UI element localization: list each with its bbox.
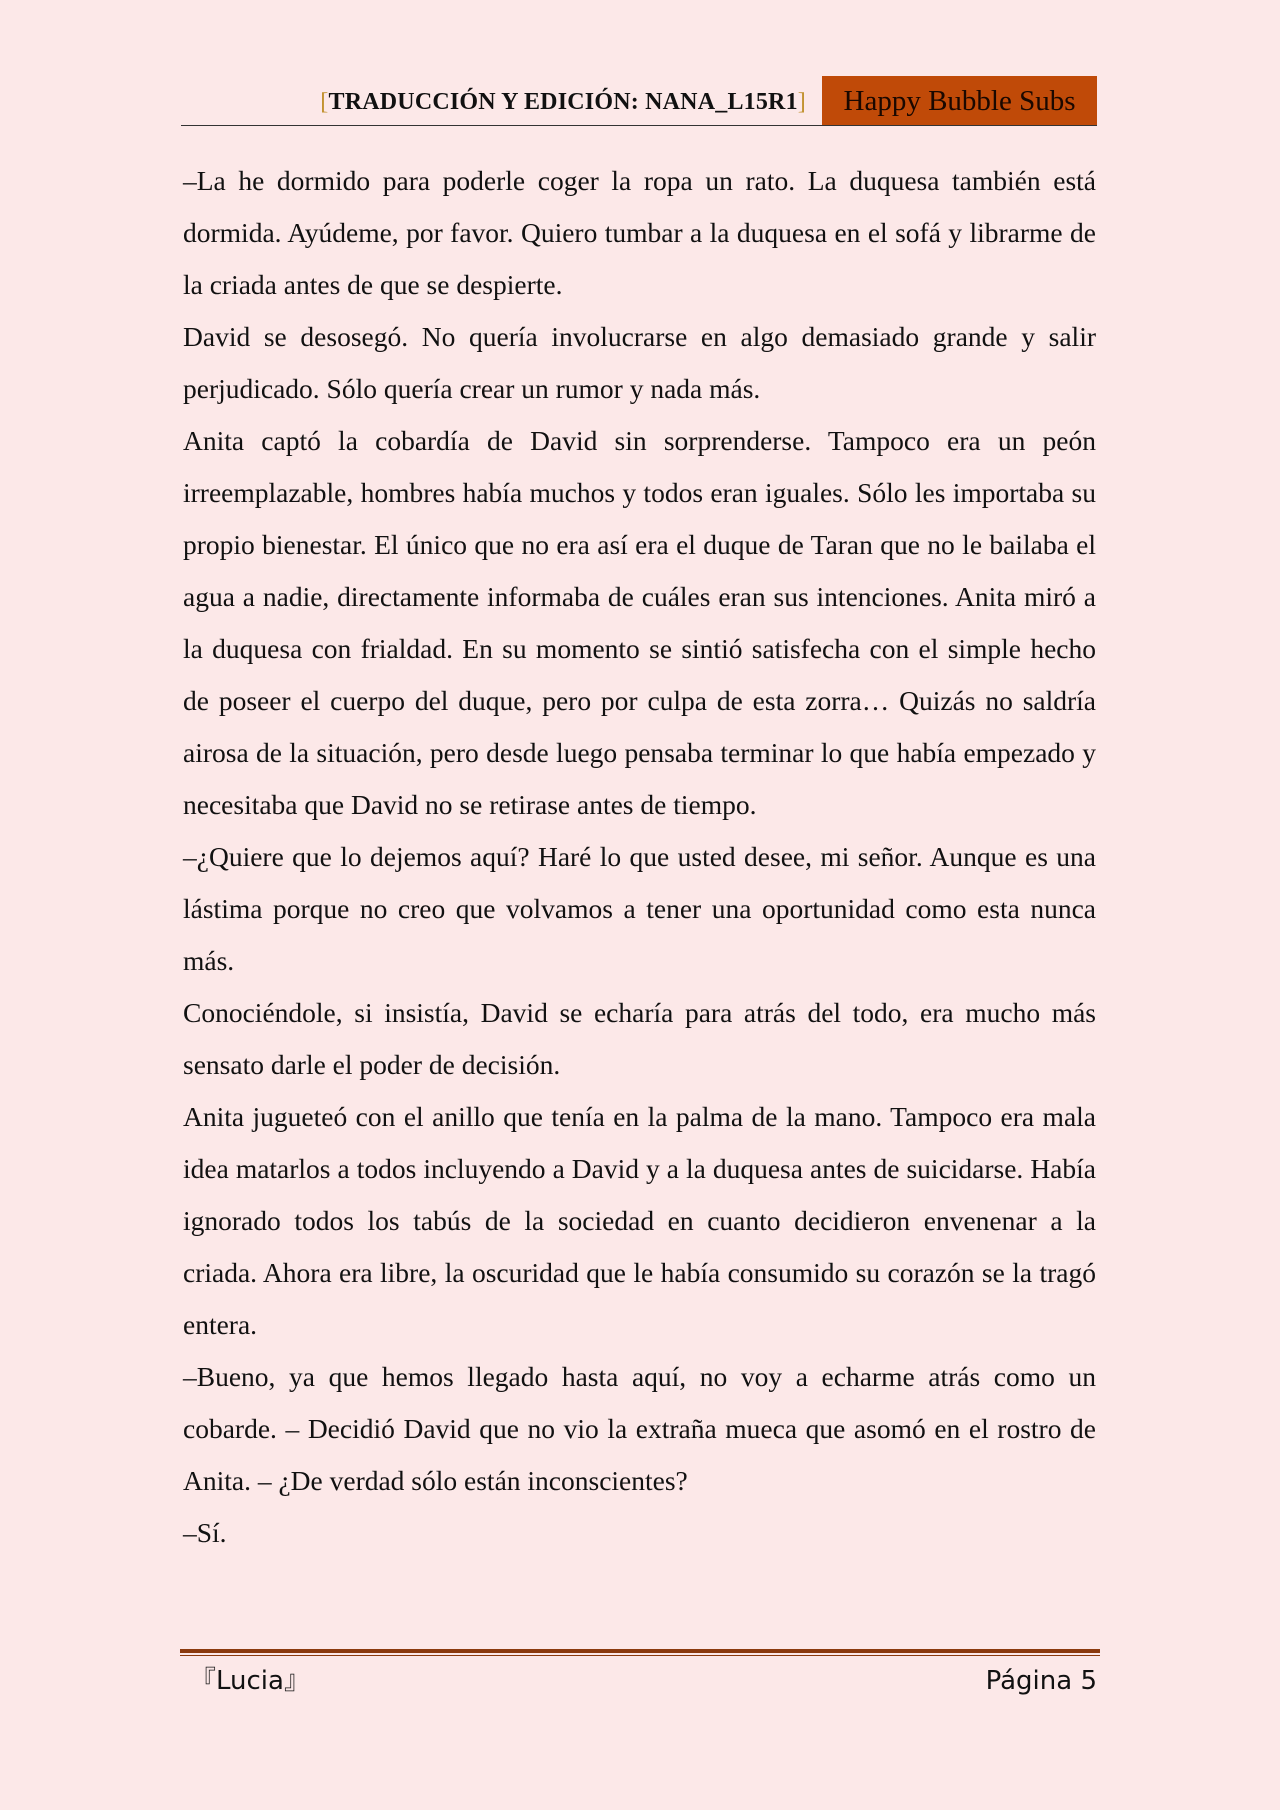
header-title-text: TRADUCCIÓN Y EDICIÓN: NANA_L15R1 bbox=[328, 89, 798, 115]
paragraph: –La he dormido para poderle coger la ropa un rato. La duquesa también está dormida. Ayúdeme, por favor. Quiero tumbar a la duquesa en el sofá y librarme de la criada antes de que se despierte. bbox=[183, 165, 1096, 300]
paragraph: David se desosegó. No quería involucrarse en algo demasiado grande y salir perjudicado. Sólo quería crear un rumor y nada más. bbox=[183, 321, 1096, 404]
document-body bbox=[183, 155, 1096, 1559]
header-title bbox=[320, 89, 806, 116]
paragraph: –¿Quiere que lo dejemos aquí? Haré lo que usted desee, mi señor. Aunque es una lástima porque no creo que volvamos a tener una oportunidad como esta nunca más. bbox=[183, 841, 1096, 976]
footer-divider-thick bbox=[180, 1649, 1100, 1653]
paragraph: Anita jugueteó con el anillo que tenía en la palma de la mano. Tampoco era mala idea matarlos a todos incluyendo a David y a la duquesa antes de suicidarse. Había ignorado todos los tabús de la sociedad en cuanto decidieron envenenar a la criada. Ahora era libre, la oscuridad que le había consumido su corazón se la tragó entera. bbox=[183, 1101, 1096, 1340]
footer-page-number: Página 5 bbox=[985, 1666, 1097, 1696]
paragraph: –Sí. bbox=[183, 1517, 227, 1548]
footer-divider-thin bbox=[180, 1655, 1100, 1656]
header-brand-box: Happy Bubble Subs bbox=[822, 76, 1097, 126]
header-divider bbox=[181, 125, 1097, 126]
header-bracket-close: ] bbox=[797, 89, 806, 115]
paragraph: –Bueno, ya que hemos llegado hasta aquí, no voy a echarme atrás como un cobarde. – Decidió David que no vio la extraña mueca que asomó en el rostro de Anita. – ¿De verdad sólo están inconscientes? bbox=[183, 1361, 1096, 1496]
header-bracket-open: [ bbox=[320, 89, 329, 115]
footer-book-title: 『Lucia』 bbox=[190, 1666, 310, 1696]
paragraph: Conociéndole, si insistía, David se echaría para atrás del todo, era mucho más sensato darle el poder de decisión. bbox=[183, 997, 1096, 1080]
page-header bbox=[181, 76, 1097, 126]
paragraph: Anita captó la cobardía de David sin sorprenderse. Tampoco era un peón irreemplazable, hombres había muchos y todos eran iguales. Sólo les importaba su propio bienestar. El único que no era así era el duque de Taran que no le bailaba el agua a nadie, directamente informaba de cuáles eran sus intenciones. Anita miró a la duquesa con frialdad. En su momento se sintió satisfecha con el simple hecho de poseer el cuerpo del duque, pero por culpa de esta zorra… Quizás no saldría airosa de la situación, pero desde luego pensaba terminar lo que había empezado y necesitaba que David no se retirase antes de tiempo. bbox=[183, 425, 1096, 820]
